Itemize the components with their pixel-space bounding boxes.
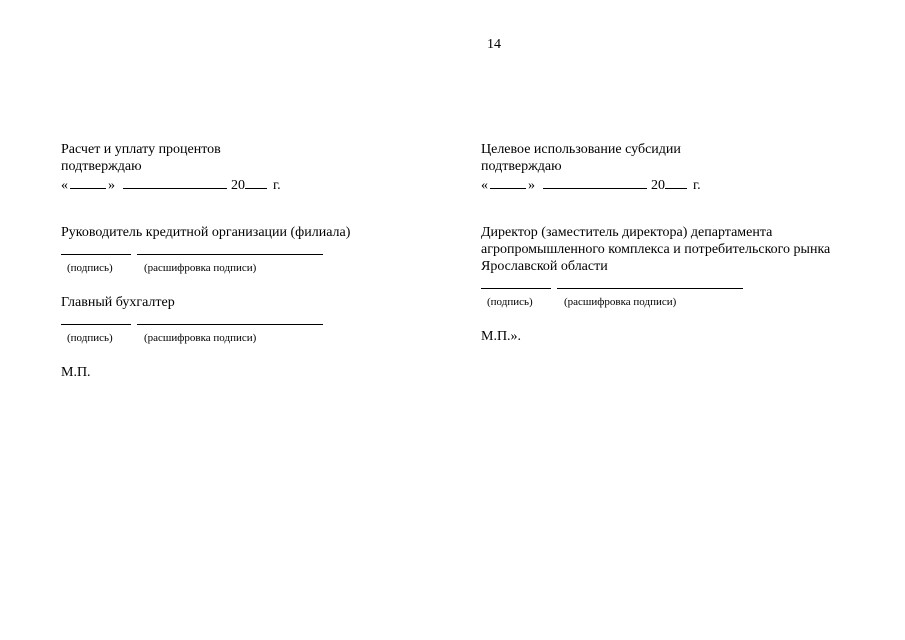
director-signature-line [481,275,891,294]
date-year-blank [245,175,267,189]
bank-date-line [61,175,471,194]
director-captions [481,294,891,310]
date-open-quote: « [61,178,68,193]
signature-blank [481,275,551,289]
bank-confirmation-block [61,141,471,381]
date-year-suffix: г. [693,178,701,193]
stamp-place: М.П. [61,365,91,380]
accountant-title: Главный бухгалтер [61,295,175,310]
signature-blank [61,241,131,255]
stamp-place: М.П.». [481,329,522,344]
dept-confirm-title: Целевое использование субсидии [481,142,681,157]
name-caption: (расшифровка подписи) [144,332,257,344]
dept-date-line [481,175,891,194]
date-day-blank [490,175,526,189]
signature-blank [61,311,131,325]
name-blank [557,275,743,289]
date-close-quote: » [528,178,535,193]
accountant-signature-line [61,311,471,330]
director-title-line2: агропромышленного комплекса и потребительского рынка [481,242,831,257]
date-month-blank [123,175,227,189]
signature-caption: (подпись) [67,332,113,344]
bank-confirm-title: Расчет и уплату процентов [61,142,221,157]
name-caption: (расшифровка подписи) [144,262,257,274]
bank-confirm-verb: подтверждаю [61,159,142,174]
bank-head-title: Руководитель кредитной организации (филиала) [61,225,351,240]
dept-confirm-verb: подтверждаю [481,159,562,174]
signature-caption: (подпись) [67,262,113,274]
date-month-blank [543,175,647,189]
signature-caption: (подпись) [487,296,533,308]
name-blank [137,311,323,325]
name-caption: (расшифровка подписи) [564,296,677,308]
director-title-line1: Директор (заместитель директора) департамента [481,225,773,240]
date-year-blank [665,175,687,189]
date-year-prefix: 20 [231,178,245,193]
name-blank [137,241,323,255]
department-confirmation-block [481,141,891,345]
director-title-line3: Ярославской области [481,259,608,274]
date-close-quote: » [108,178,115,193]
date-year-prefix: 20 [651,178,665,193]
date-open-quote: « [481,178,488,193]
date-year-suffix: г. [273,178,281,193]
bank-head-captions [61,260,471,276]
bank-head-signature-line [61,241,471,260]
date-day-blank [70,175,106,189]
accountant-captions [61,330,471,346]
page-number: 14 [487,37,501,52]
